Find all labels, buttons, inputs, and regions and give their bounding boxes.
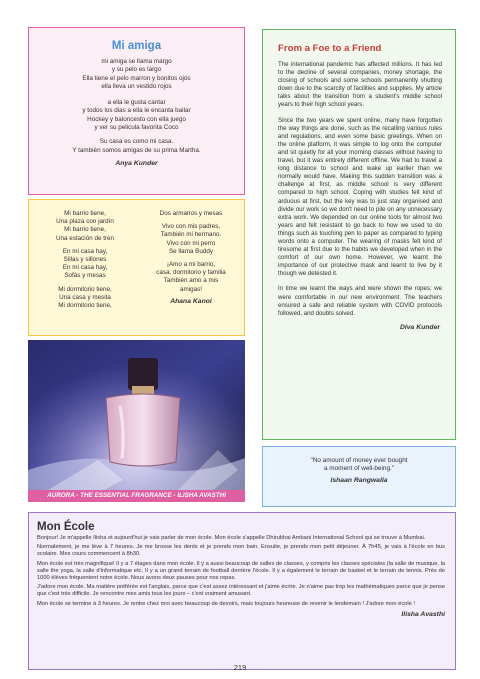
perfume-photo: [28, 340, 245, 502]
poem-line: Mi barrio tiene,: [64, 226, 106, 234]
mi-amiga-author: Anya Kunder: [115, 159, 158, 167]
perfume-caption: AURORA - THE ESSENTIAL FRAGRANCE - ILISHA AVASTHI: [28, 490, 245, 502]
foe-to-friend-box: [262, 29, 456, 440]
poem-line: Hockey y baloncesto con ella juego: [87, 115, 186, 123]
poem-line: Sillas y sillones: [63, 256, 107, 264]
poem-line: También amo a mis: [163, 277, 219, 285]
poem-line: Y también somos amigas de su prima Martha.: [72, 146, 201, 154]
ecole-paragraph: Bonjour! Je m'appelle Ilisha et aujourd'hui je vais parler de mon école. Mon école s'appelle Dhirubhai Ambani International School qui se trouve à Mumbai.: [37, 535, 426, 541]
quote-line: a moment of well-being.": [323, 465, 395, 472]
ecole-author: Ilisha Avasthi: [401, 610, 445, 618]
poem-line: Una plaza con jardín: [56, 218, 114, 226]
ecole-paragraph: Normalement, je me lève à 7 heures. Je me brosse les dents et je prends mon bain. Ensuite, je prends mon petit déjeuner. À 7h45, je vais à l'école en bus scolaire. Mes cours commencent à 8h30.: [37, 544, 445, 558]
article-paragraph: Since the two years we spent online, many have forgotten the way things are done, such as the recalling various rules and regulations, and even some basic greetings. When on the online platform, it was simple to log onto the computer and sit quietly for all your morning classes without having to travel, but it was entirely different offline. We had to travel a long distance to school and wake up earlier than we normally would have. Making this sudden transition was a challenge at first, as middle school is very different compared to high school. Coping with studies felt kind of arduous at first, but the key was to just stay organised and divide our work so we don't need to pile on any unnecessary extra work. We depended on our online tools for almost two years and felt resistant to go back to how we used to do things such as touching pen to paper as compared to typing words onto a computer. The wearing of masks felt kind of tiresome at first due to the habits we developed when in the comfort of our own home. However, we learnt the importance of our protective mask and learnt to live by it though we detested it.: [278, 116, 442, 278]
poem-line: a ella le gusta cantar: [107, 99, 166, 107]
mi-barrio-box: [28, 199, 245, 336]
poem-line: Una casa y mesita: [59, 293, 111, 301]
poem-line: y todos los dias a ella le encanta bailar: [82, 107, 191, 115]
poem-line: Vivo con mis padres,: [161, 223, 221, 231]
poem-line: En mi casa hay,: [62, 264, 108, 272]
perfume-bottle-illustration: [28, 340, 245, 502]
poem-line: y ver su pelicula favorita Coco: [94, 124, 179, 132]
poem-line: También mi hermano.: [160, 231, 222, 239]
quote-box: [262, 446, 456, 507]
poem-line: y su pelo es largo: [111, 66, 162, 74]
poem-line: amigas!: [179, 285, 203, 293]
poem-line: Vivo con mi perro: [166, 239, 216, 247]
poem-line: Mi dormitorio tiene,: [58, 302, 112, 310]
mi-amiga-title: Mi amiga: [111, 40, 162, 52]
ecole-paragraph: Mon école se termine à 3 heures. Je rentre chez moi avec beaucoup de devoirs, mais toujours heureuse de revenir le lendemain ! J'adore mon école !: [37, 600, 415, 607]
poem-line: ¡Amo a mi barrio,: [166, 261, 216, 269]
poem-line: mi amiga se llama margo: [101, 58, 172, 65]
mi-barrio-author: Ahana Kanoi: [170, 297, 212, 305]
poem-line: Mi dormitorio tiene,: [58, 285, 112, 293]
barrio-right-column: [141, 210, 241, 306]
mi-amiga-box: [28, 27, 245, 195]
barrio-left-column: [33, 210, 137, 310]
poem-line: Una estación de tren: [55, 234, 115, 242]
poem-line: Mi barrio tiene,: [64, 210, 106, 217]
poem-line: Se llama Buddy: [168, 247, 214, 255]
poem-line: En mi casa hay,: [62, 247, 108, 255]
poem-line: ella lleva un vestido rojos: [101, 82, 172, 90]
ecole-paragraph: J'adore mon école. Ma matière préférée est l'anglais, parce que c'est assez intéressant et j'aime écrire. Je n'aime pas trop les mathématiques parce que je pense que c'est très difficile. Je rencontre mes amis tous les jours – c'est vraiment amusant.: [37, 584, 445, 598]
article-paragraph: The international pandemic has affected millions. It has led to the decline of several companies, money shortage, the closing of schools and some schools permanently shutting down due to the scarcity of facilities and supplies. My article talks about the transition from a student's middle school years to their high school years.: [278, 61, 442, 109]
quote-author: Ishaan Rangwalla: [330, 477, 388, 484]
foe-author: Diva Kunder: [399, 323, 440, 331]
ecole-paragraph: Mon école est très magnifique! Il y a 7 étages dans mon école. Il y a aussi beaucoup de salles de classes, y compris les classes spéciales (la salle de musique, la salle the yoga, la salle d'informatique etc. Il y a un grand terrain de football derrière l'école. Il y a également le terrain de basket et le terrain de tennis. Près de 1000 élèves fréquentent notre école. Nous avons deux pauses pour nos repas.: [37, 560, 445, 582]
poem-line: Ella tiene el pelo marron y bonitos ojos: [82, 74, 191, 82]
poem-line: Su casa es como mi casa.: [99, 138, 174, 146]
ecole-title: Mon École: [37, 521, 95, 533]
poem-line: Sofás y mesas: [64, 272, 106, 280]
page-number: 219: [233, 663, 247, 672]
poem-line: casa, dormitorio y familia: [156, 269, 226, 277]
quote-line: "No amount of money ever bought: [310, 457, 408, 464]
foe-title: From a Foe to a Friend: [278, 43, 382, 54]
poem-line: Dos armarios y mesas: [159, 210, 223, 217]
article-paragraph: In time we learnt the ways and were shown the ropes; we were comfortable in our new environment. The teachers ensured a safe and reliable system with COVID protocols followed, and doubts solved.: [278, 285, 442, 317]
mon-ecole-box: [28, 512, 456, 670]
